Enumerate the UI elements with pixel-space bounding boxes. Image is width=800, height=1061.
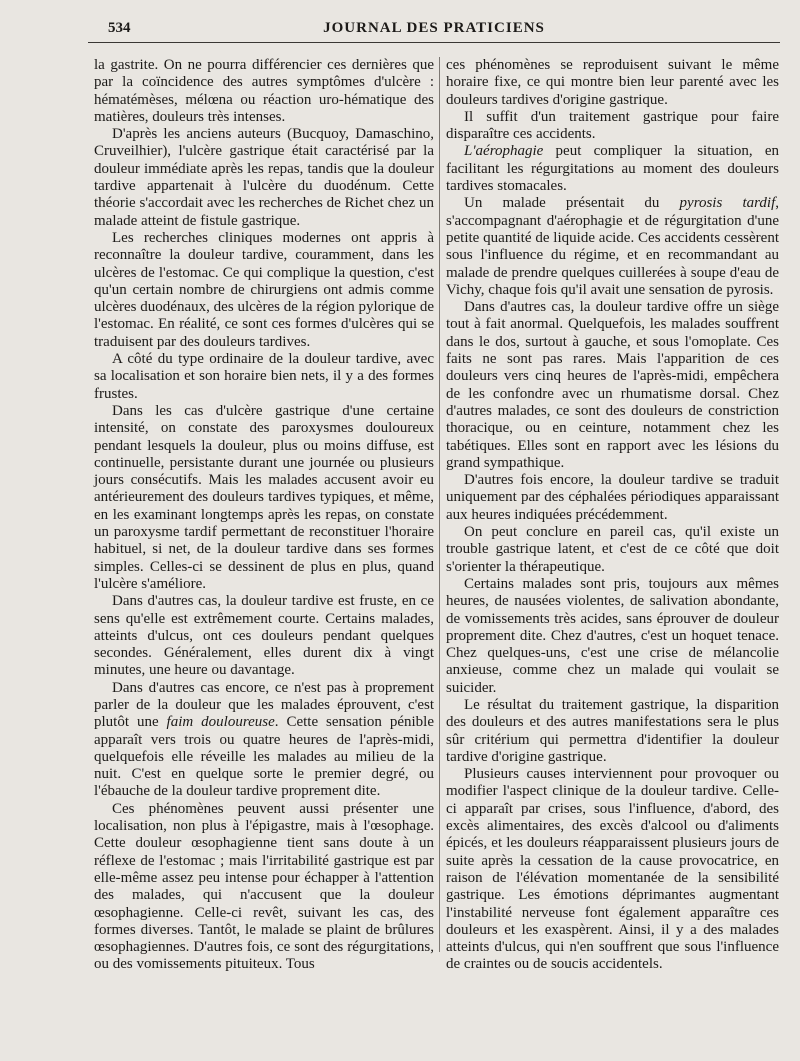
paragraph: ces phénomènes se reproduisent suivant le même horaire fixe, ce qui montre bien leur parenté avec les douleurs tardives d'origine gastrique. (446, 57, 779, 108)
italic-term: pyrosis tardif (679, 195, 776, 212)
italic-term: faim douloureuse (166, 714, 275, 731)
paragraph: A côté du type ordinaire de la douleur tardive, avec sa localisation et son horaire bien nets, il y a des formes frustes. (94, 351, 434, 402)
paragraph: D'après les anciens auteurs (Bucquoy, Damaschino, Cruveilhier), l'ulcère gastrique était caractérisé par la douleur immédiate après les repas, tandis que la douleur tardive appartenait à l'ulcère du duodénum. Cette théorie s'accordait avec les recherches de Richet chez un malade atteint de fistule gastrique. (94, 126, 434, 229)
paragraph: Dans d'autres cas, la douleur tardive est fruste, en ce sens qu'elle est extrêmement courte. Certains malades, atteints d'ulcus, ont ces douleurs pendant quelques secondes. Généralement, elles durent dix à vingt minutes, une heure ou davantage. (94, 593, 434, 679)
journal-title: JOURNAL DES PRATICIENS (323, 20, 545, 36)
left-column (94, 57, 434, 974)
italic-term: L'aérophagie (464, 143, 544, 160)
page-number: 534 (108, 20, 131, 36)
right-column (446, 57, 779, 974)
paragraph: Dans les cas d'ulcère gastrique d'une certaine intensité, on constate des paroxysmes douloureux pendant lesquels la douleur, plus ou moins diffuse, est continuelle, persistante durant une journée ou plusieurs jours consécutifs. Mais les malades accusent avoir eu antérieurement des douleurs tardives typiques, et même, en les examinant longtemps après les repas, on constate un paroxysme tardif permettant de reconstituer l'horaire habituel, si net, de la douleur tardive dans ses formes simples. Celles-ci se dessinent de plus en plus, quand l'ulcère s'améliore. (94, 402, 434, 592)
paragraph: Le résultat du traitement gastrique, la disparition des douleurs et des autres manifestations sera le plus sûr critérium qui permettra d'identifier la douleur tardive d'origine gastrique. (446, 696, 779, 765)
paragraph: la gastrite. On ne pourra différencier ces dernières que par la coïncidence des autres symptômes d'ulcère : hématémèses, mélœna ou réaction uro-hématique des matières, douleurs très intenses. (94, 57, 434, 125)
paragraph: Dans d'autres cas, la douleur tardive offre un siège tout à fait anormal. Quelquefois, les malades souffrent dans le dos, surtout à gauche, et sous l'omoplate. Ces faits ne sont pas rares. Mais l'apparition de ces douleurs vers cinq heures de l'après-midi, empêchera de les confondre avec un rhumatisme dorsal. Chez d'autres malades, ce sont des douleurs de constriction thoracique, ou en ceinture, notamment chez les tabétiques. Elles sont en rapport avec les lésions du grand sympathique. (446, 299, 779, 471)
paragraph (446, 195, 779, 299)
paragraph: Les recherches cliniques modernes ont appris à reconnaître la douleur tardive, couramment, dans les ulcères de l'estomac. Ce qui complique la question, c'est qu'un certain nombre de chirurgiens ont admis comme ulcères duodénaux, des ulcères de la région pylorique de l'estomac. En réalité, ce sont ces formes d'ulcères qui se traduisent par des douleurs tardives. (94, 229, 434, 350)
paragraph: On peut conclure en pareil cas, qu'il existe un trouble gastrique latent, et c'est de ce côté que doit s'orienter la thérapeutique. (446, 524, 779, 575)
paragraph: Ces phénomènes peuvent aussi présenter une localisation, non plus à l'épigastre, mais à l'œsophage. Cette douleur œsophagienne tient sans doute à un réflexe de l'estomac ; mais l'irritabilité gastrique est par elle-même assez peu intense pour échapper à l'attention des malades, qui n'accusent que la douleur œsophagienne. Celle-ci revêt, suivant les cas, des formes diverses. Tantôt, le malade se plaint de brûlures œsophagiennes. D'autres fois, ce sont des régurgitations, ou des vomissements pituiteux. Tous (94, 800, 434, 973)
paragraph-text: peut compliquer la situation, en facilitant les régurgitations au moment des douleurs tardives stomacales. (446, 143, 779, 195)
page-header (88, 20, 780, 43)
paragraph-text: . Cette sensation pénible apparaît vers trois ou quatre heures de l'après-midi, quelquefois elle réveille les malades au milieu de la nuit. C'est en quelque sorte le premier degré, ou l'ébauche de la douleur tardive proprement dite. (94, 714, 434, 800)
paragraph-text: Dans d'autres cas encore, ce n'est pas à proprement parler de la douleur que les malades éprouvent, c'est plutôt une (94, 679, 434, 731)
paragraph-text: , s'accompagnant d'aérophagie et de régurgitation d'une petite quantité de liquide acide. Ces accidents cessèrent sous l'influence du régime, et en recommandant au malade de prendre quelques cuillerées à soupe d'eau de Vichy, chaque fois qu'il avait une sensation de pyrosis. (446, 195, 779, 298)
paragraph-text: Un malade présentait du (464, 195, 680, 212)
paragraph (446, 143, 779, 195)
paragraph: Certains malades sont pris, toujours aux mêmes heures, de nausées violentes, de salivation abondante, de vomissements très acides, sans éprouver de douleur proprement dite. Chez d'autres, c'est un hoquet tenace. Chez quelques-uns, c'est une crise de mélancolie anxieuse, comme chez un malade qui voulait se suicider. (446, 575, 779, 696)
column-divider (439, 57, 440, 952)
paragraph (94, 680, 434, 801)
paragraph: D'autres fois encore, la douleur tardive se traduit uniquement par des céphalées périodiques apparaissant aux heures indiquées précédemment. (446, 472, 779, 523)
paragraph: Il suffit d'un traitement gastrique pour faire disparaître ces accidents. (446, 108, 779, 143)
paragraph: Plusieurs causes interviennent pour provoquer ou modifier l'aspect clinique de la douleur tardive. Celle-ci apparaît par crises, sous l'influence, d'abord, des excès alimentaires, des excès d'alcool ou d'aliments épicés, et les douleurs réapparaissent plusieurs jours de suite après la cessation de la cause provocatrice, en raison de l'élévation momentanée de la sensibilité gastrique. Les émotions déprimantes augmentant l'instabilité nerveuse font également apparaître ces douleurs et les exaspèrent. Ainsi, il y a des malades atteints d'ulcus, qui n'en souffrent que sous l'influence de craintes ou de soucis accidentels. (446, 766, 779, 973)
